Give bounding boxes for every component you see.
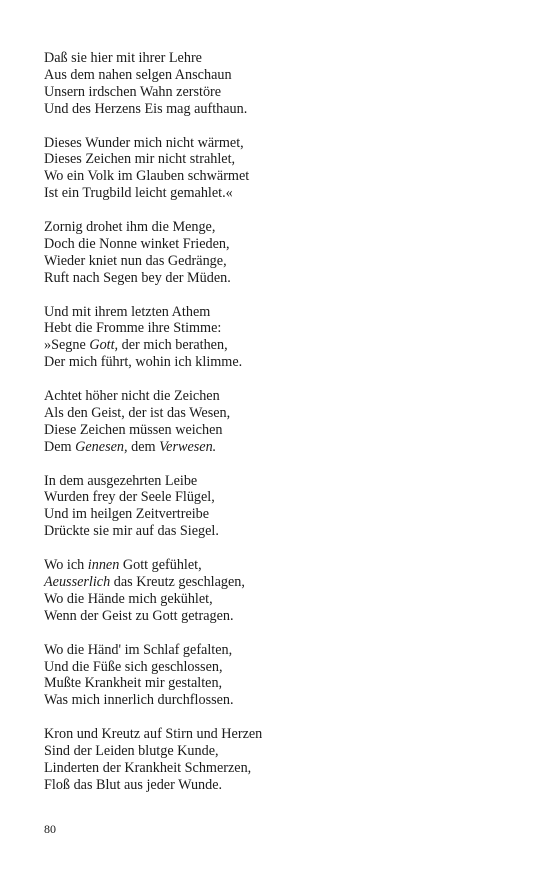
verse-line	[44, 101, 504, 118]
verse-text: Und im heilgen Zeitvertreibe	[44, 506, 210, 523]
verse-text: Drückte sie mir auf das Siegel.	[44, 523, 219, 540]
verse-line	[44, 608, 504, 625]
verse-line	[44, 473, 504, 490]
verse-text: Zornig drohet ihm die Menge,	[44, 219, 216, 236]
verse-text: Und mit ihrem letzten Athem	[44, 303, 211, 320]
verse-text: Floß das Blut aus jeder Wunde.	[44, 776, 223, 793]
verse-line	[44, 236, 504, 253]
verse-line	[44, 337, 504, 354]
verse-text: Achtet höher nicht die Zeichen	[44, 388, 220, 405]
verse-text: Dieses Zeichen mir nicht strahlet,	[44, 151, 236, 168]
verse-text: Mußte Krankheit mir gestalten,	[44, 675, 223, 692]
verse-text: Sind der Leiden blutge Kunde,	[44, 743, 219, 760]
verse-line	[44, 219, 504, 236]
page-number: 80	[44, 822, 56, 836]
verse-text: »Segne	[44, 337, 90, 354]
verse-text: Als den Geist, der ist das Wesen,	[44, 404, 231, 421]
emphasized-text: Aeusserlich	[44, 574, 111, 590]
verse-line	[44, 506, 504, 523]
verse-text: Was mich innerlich durchflossen.	[44, 692, 234, 709]
verse-line	[44, 489, 504, 506]
verse-text: Daß sie hier mit ihrer Lehre	[44, 50, 202, 66]
verse-line	[44, 777, 504, 794]
verse-line	[44, 253, 504, 270]
verse-text: Wo ich	[44, 557, 88, 574]
verse-line	[44, 405, 504, 422]
verse-text: Doch die Nonne winket Frieden,	[44, 235, 230, 252]
verse-text: Gott gefühlet,	[119, 557, 202, 574]
verse-line	[44, 270, 504, 287]
verse-line	[44, 557, 504, 574]
verse-text: Wurden frey der Seele Flügel,	[44, 489, 215, 506]
poem-text	[44, 50, 504, 811]
verse-text: Ruft nach Segen bey der Müden.	[44, 269, 231, 286]
verse-line	[44, 675, 504, 692]
emphasized-text: Verwesen.	[159, 438, 217, 455]
verse-line	[44, 135, 504, 152]
verse-text: Der mich führt, wohin ich klimme.	[44, 354, 243, 371]
verse-text: Kron und Kreutz auf Stirn und Herzen	[44, 726, 263, 743]
verse-text: In dem ausgezehrten Leibe	[44, 472, 198, 489]
stanza	[44, 388, 504, 456]
stanza	[44, 50, 504, 118]
verse-line	[44, 168, 504, 185]
verse-line	[44, 659, 504, 676]
verse-text: Dieses Wunder mich nicht wärmet,	[44, 134, 244, 151]
verse-text: Wenn der Geist zu Gott getragen.	[44, 607, 234, 624]
verse-line	[44, 50, 504, 67]
verse-line	[44, 320, 504, 337]
verse-text: Wieder kniet nun das Gedränge,	[44, 252, 227, 269]
verse-line	[44, 67, 504, 84]
verse-line	[44, 523, 504, 540]
emphasized-text: Genesen,	[75, 438, 128, 455]
verse-text: Wo die Hände mich gekühlet,	[44, 590, 213, 607]
verse-text: Dem	[44, 438, 76, 455]
stanza	[44, 642, 504, 710]
verse-text: dem	[127, 438, 160, 455]
verse-line	[44, 726, 504, 743]
verse-line	[44, 304, 504, 321]
verse-text: Ist ein Trugbild leicht gemahlet.«	[44, 185, 233, 202]
stanza	[44, 304, 504, 372]
verse-text: der mich berathen,	[118, 337, 228, 354]
stanza	[44, 473, 504, 541]
verse-text: das Kreutz geschlagen,	[110, 574, 245, 590]
verse-text: Unsern irdschen Wahn zerstöre	[44, 83, 222, 100]
verse-text: Hebt die Fromme ihre Stimme:	[44, 320, 222, 337]
verse-line	[44, 591, 504, 608]
verse-line	[44, 84, 504, 101]
verse-text: Linderten der Krankheit Schmerzen,	[44, 759, 252, 776]
verse-text: Und des Herzens Eis mag aufthaun.	[44, 100, 248, 117]
verse-line	[44, 439, 504, 456]
emphasized-text: Gott,	[89, 337, 119, 354]
verse-line	[44, 692, 504, 709]
verse-line	[44, 743, 504, 760]
verse-line	[44, 642, 504, 659]
verse-text: Aus dem nahen selgen Anschaun	[44, 66, 232, 83]
verse-text: Und die Füße sich geschlossen,	[44, 658, 223, 675]
emphasized-text: innen	[87, 557, 120, 574]
stanza	[44, 726, 504, 794]
verse-text: Diese Zeichen müssen weichen	[44, 421, 223, 438]
verse-line	[44, 574, 504, 591]
stanza	[44, 135, 504, 203]
verse-text: Wo ein Volk im Glauben schwärmet	[44, 168, 250, 185]
verse-line	[44, 760, 504, 777]
verse-text: Wo die Händ' im Schlaf gefalten,	[44, 641, 233, 658]
stanza	[44, 557, 504, 625]
verse-line	[44, 151, 504, 168]
verse-line	[44, 354, 504, 371]
stanza	[44, 219, 504, 287]
verse-line	[44, 388, 504, 405]
verse-line	[44, 422, 504, 439]
verse-line	[44, 185, 504, 202]
